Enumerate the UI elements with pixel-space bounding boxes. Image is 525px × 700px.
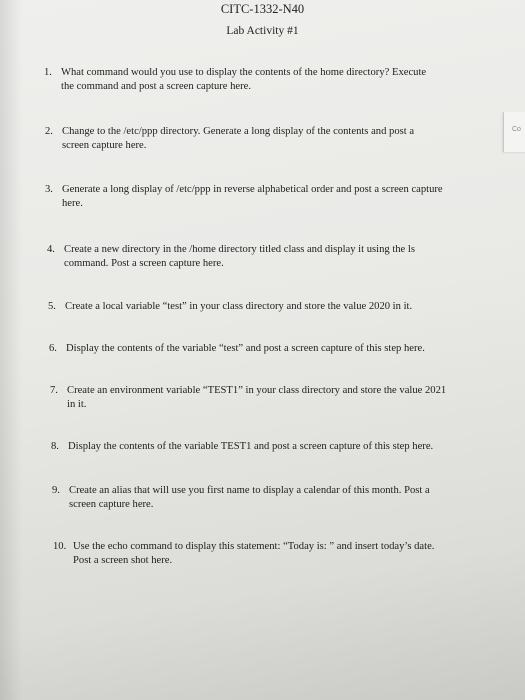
question-number: 1. bbox=[44, 67, 52, 78]
question-text bbox=[73, 540, 478, 567]
question-number: 6. bbox=[49, 343, 57, 354]
question-line: What command would you use to display the contents of the home directory? Execute bbox=[61, 67, 427, 78]
question-line: screen capture here. bbox=[62, 139, 147, 151]
question-text bbox=[67, 384, 472, 411]
question-line: Use the echo command to display this statement: “Today is: ” and insert today’s date. bbox=[73, 541, 435, 552]
question-number: 10. bbox=[53, 541, 67, 552]
question-line: Create an environment variable “TEST1” in your class directory and store the value 2021 bbox=[67, 385, 447, 396]
question-line: in it. bbox=[67, 398, 87, 410]
question-text bbox=[68, 440, 473, 454]
course-code: CITC-1332-N40 bbox=[220, 2, 305, 16]
question-number: 5. bbox=[48, 301, 56, 312]
question-text bbox=[65, 300, 470, 314]
question-text bbox=[62, 183, 467, 210]
question-line: here. bbox=[62, 197, 83, 209]
question-number: 2. bbox=[45, 126, 53, 137]
question-text bbox=[62, 125, 467, 152]
question-number: 3. bbox=[45, 184, 53, 195]
question-number: 7. bbox=[50, 385, 58, 396]
lab-title: Lab Activity #1 bbox=[226, 25, 299, 37]
question-line: command. Post a screen capture here. bbox=[64, 257, 224, 269]
question-number: 9. bbox=[52, 485, 60, 496]
question-line: Generate a long display of /etc/ppp in reverse alphabetical order and post a screen capture bbox=[62, 184, 443, 195]
question-line: Create a new directory in the /home directory titled class and display it using the ls bbox=[64, 244, 415, 255]
question-line: Display the contents of the variable TEST1 and post a screen capture of this step here. bbox=[68, 441, 434, 452]
question-line: Display the contents of the variable “test” and post a screen capture of this step here. bbox=[66, 343, 425, 354]
question-line: Create a local variable “test” in your class directory and store the value 2020 in it. bbox=[65, 301, 413, 312]
question-line: Create an alias that will use you first name to display a calendar of this month. Post a bbox=[69, 485, 430, 496]
question-text bbox=[64, 243, 469, 270]
question-line: Change to the /etc/ppp directory. Generate a long display of the contents and post a bbox=[62, 126, 415, 137]
question-text bbox=[61, 66, 466, 93]
question-number: 8. bbox=[51, 441, 59, 452]
edge-paper-fragment bbox=[503, 112, 525, 152]
question-text bbox=[69, 484, 474, 511]
edge-fragment-text: Co bbox=[512, 126, 521, 133]
question-line: screen capture here. bbox=[69, 498, 154, 510]
question-line: Post a screen shot here. bbox=[73, 554, 173, 566]
question-number: 4. bbox=[47, 244, 55, 255]
question-line: the command and post a screen capture here. bbox=[61, 80, 252, 92]
question-text bbox=[66, 342, 471, 356]
page-shadow bbox=[0, 0, 22, 700]
